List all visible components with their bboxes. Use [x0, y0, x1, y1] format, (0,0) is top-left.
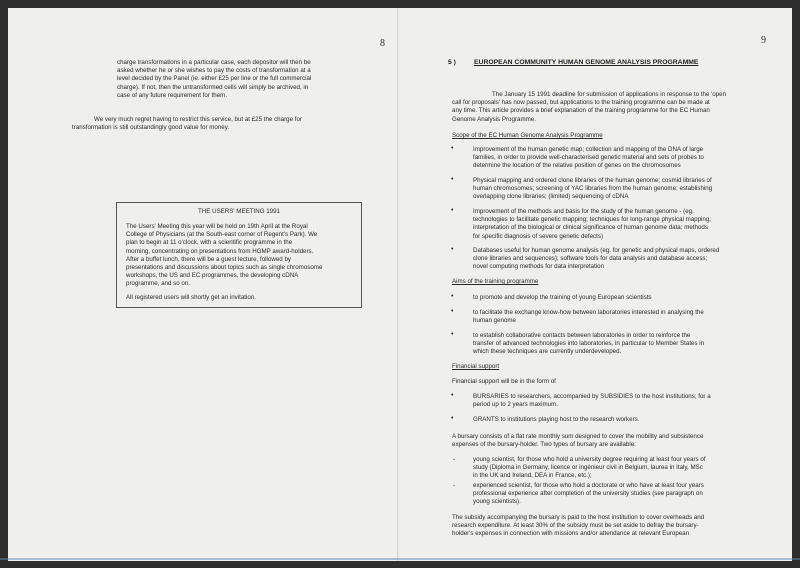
text-line: charge). If not, then the untransformed cells will simply be archived, in: [117, 83, 309, 91]
text-line: human chromosomes; screening of YAC libraries from the human genome; establishing: [473, 185, 713, 193]
intro-paragraph: [452, 91, 726, 124]
text-line: Databases useful for human genome analysis (eg. for genetic and physical maps, ordered: [473, 247, 720, 254]
text-line: A bursary consists of a flat rate monthly sum designed to cover the mobility and subsistence: [452, 433, 704, 440]
page-number-left: 8: [380, 38, 385, 49]
text-line: asked whether he or she wishes to pay the costs of transformation at a: [117, 67, 311, 75]
text-line: College of Physicians (at the South-east corner of Regent's Park). We: [126, 231, 318, 239]
bursary-type: [473, 456, 706, 481]
text-line: in the UK and Ireland, DEA in France, etc.);: [473, 472, 592, 480]
text-line: to establish collaborative contacts between laboratories in order to reinforce the: [473, 332, 691, 339]
text-line: families, in order to provide well-characterised genetic material and sets of probes to: [473, 154, 704, 162]
meeting-title: THE USERS' MEETING 1991: [198, 208, 280, 215]
left-page: [8, 8, 399, 561]
text-line: Genome Analysis Programme.: [452, 115, 536, 123]
bursary-paragraph: [452, 433, 703, 449]
bullet-icon: •: [451, 246, 454, 253]
text-line: overlapping clone libraries; (limited) sequencing of cDNA: [473, 193, 629, 201]
users-meeting-box: [116, 202, 362, 308]
text-line: clone libraries and sequences); software tools for data analysis and database access;: [473, 255, 708, 263]
scope-item: [473, 177, 712, 202]
regret-paragraph: [72, 116, 302, 132]
bullet-icon: •: [451, 207, 454, 214]
text-line: any time. This article provides a brief explanation of the training programme for the EC Human: [452, 107, 710, 115]
text-line: human genome: [473, 317, 516, 325]
bullet-icon: •: [451, 392, 454, 399]
dash-marker: -: [453, 482, 456, 489]
text-line: call for proposals' has now passed, but applications to the training programme can be made at: [452, 99, 710, 107]
text-line: professional experience after completion of the university studies (see paragraph on: [473, 490, 703, 498]
text-line: holder's expenses in connection with missions and/or attendance at relevant European: [452, 530, 690, 538]
meeting-body: [126, 223, 322, 289]
scope-item: [473, 247, 719, 272]
transformation-paragraph: [117, 59, 311, 100]
text-line: experienced scientist, for those who hold a doctorate or who have at least four years: [473, 482, 704, 489]
aims-item: [473, 294, 652, 302]
text-line: expenses of the bursary-holder. Two types of bursary are available:: [452, 441, 636, 449]
bullet-icon: •: [451, 308, 454, 315]
subsidy-paragraph: [452, 514, 704, 539]
text-line: plan to begin at 11 o'clock, with a scientific programme in the: [126, 239, 293, 247]
text-line: for specific diagnosis of severe genetic defects): [473, 232, 604, 240]
text-line: After a buffet lunch, there will be a guest lecture, followed by: [126, 255, 291, 263]
text-line: The subsidy accompanying the bursary is paid to the host institution to cover overheads and: [452, 514, 705, 521]
text-line: determine the location of the relative position of genes on the chromosomes: [473, 162, 681, 170]
text-line: interpretation of the biological or clinical significance of human genome data; methods: [473, 224, 708, 232]
right-page: [400, 8, 792, 561]
page-number-right: 9: [761, 35, 766, 46]
text-line: case of any future requirement for them.: [117, 91, 228, 99]
text-line: charge transformations in a particular case, each depositor will then be: [117, 59, 311, 66]
financial-intro: Financial support will be in the form of: [452, 378, 556, 385]
bullet-icon: •: [451, 145, 454, 152]
text-line: presentations and discussions about topics such as single chromosome: [126, 264, 323, 272]
text-line: transfer of advanced technologies into laboratories, in particular to Member States in: [473, 340, 705, 348]
text-line: to facilitate the exchange know-how between laboratories interested in analysing the: [473, 309, 704, 316]
text-line: Improvement of the human genetic map; collection and mapping of the DNA of large: [473, 146, 704, 153]
text-line: novel computing methods for data interpretation: [473, 263, 605, 271]
aims-item: [473, 309, 704, 325]
text-line: programme, and so on.: [126, 280, 190, 288]
aims-item: [473, 332, 704, 357]
text-line: level decided by the Panel (ie. either £25 per line or the full commercial: [117, 75, 312, 83]
text-line: Improvement of the methods and basis for the study of the human genome - (eg.: [473, 208, 694, 215]
text-line: The Users' Meeting this year will be held on 19th April at the Royal: [126, 223, 308, 230]
text-line: workshops, the US and EC programmes, the developing cDNA: [126, 272, 299, 280]
bullet-icon: •: [451, 176, 454, 183]
financial-item: [473, 416, 639, 424]
text-line: young scientist, for those who hold a university degree requiring at least four years of: [473, 456, 706, 463]
scope-heading: Scope of the EC Human Genome Analysis Programme: [452, 132, 603, 139]
text-line: period up to 2 years maximum.: [473, 401, 558, 409]
page-edge: [0, 558, 800, 560]
bullet-icon: •: [451, 415, 454, 422]
scope-item: [473, 146, 704, 171]
text-line: to promote and develop the training of young European scientists: [473, 294, 652, 301]
scope-item: [473, 208, 711, 241]
bullet-icon: •: [451, 331, 454, 338]
text-line: Physical mapping and ordered clone libraries of the human genome; cosmid libraries of: [473, 177, 712, 184]
aims-heading: Aims of the training programme: [452, 278, 539, 285]
bullet-icon: •: [451, 293, 454, 300]
text-line: which these techniques are currently underdeveloped.: [473, 348, 622, 356]
text-line: transformation is still outstandingly good value for money.: [72, 124, 230, 132]
financial-heading: Financial support: [452, 363, 500, 370]
text-line: study (Diploma in Germany, licence or ingénieur civil in Belgium, laurea in Italy, MSc: [473, 464, 703, 472]
text-line: GRANTS to institutions playing host to the research workers.: [473, 416, 640, 423]
text-line: morning, concentrating on presentations from HGMP award-holders.: [126, 247, 314, 255]
text-line: young scientists).: [473, 498, 521, 506]
text-line: We very much regret having to restrict this service, but at £25 the charge for: [94, 116, 302, 123]
text-line: technologies to facilitate genetic mapping; techniques for long-range physical mapping;: [473, 216, 712, 224]
bursary-type: [473, 482, 704, 507]
section-title: EUROPEAN COMMUNITY HUMAN GENOME ANALYSIS PROGRAMME: [474, 59, 699, 66]
meeting-footer: All registered users will shortly get an invitation.: [126, 294, 256, 301]
dash-marker: -: [453, 456, 456, 463]
section-number: 5 ): [448, 59, 456, 66]
financial-item: [473, 393, 711, 409]
text-line: The January 15 1991 deadline for submission of applications in response to the 'open: [492, 91, 727, 98]
text-line: research expenditure. At least 30% of the subsidy must be set aside to defray the bursary-: [452, 522, 699, 530]
text-line: BURSARIES to researchers, accompanied by SUBSIDIES to the host institutions; for a: [473, 393, 711, 400]
